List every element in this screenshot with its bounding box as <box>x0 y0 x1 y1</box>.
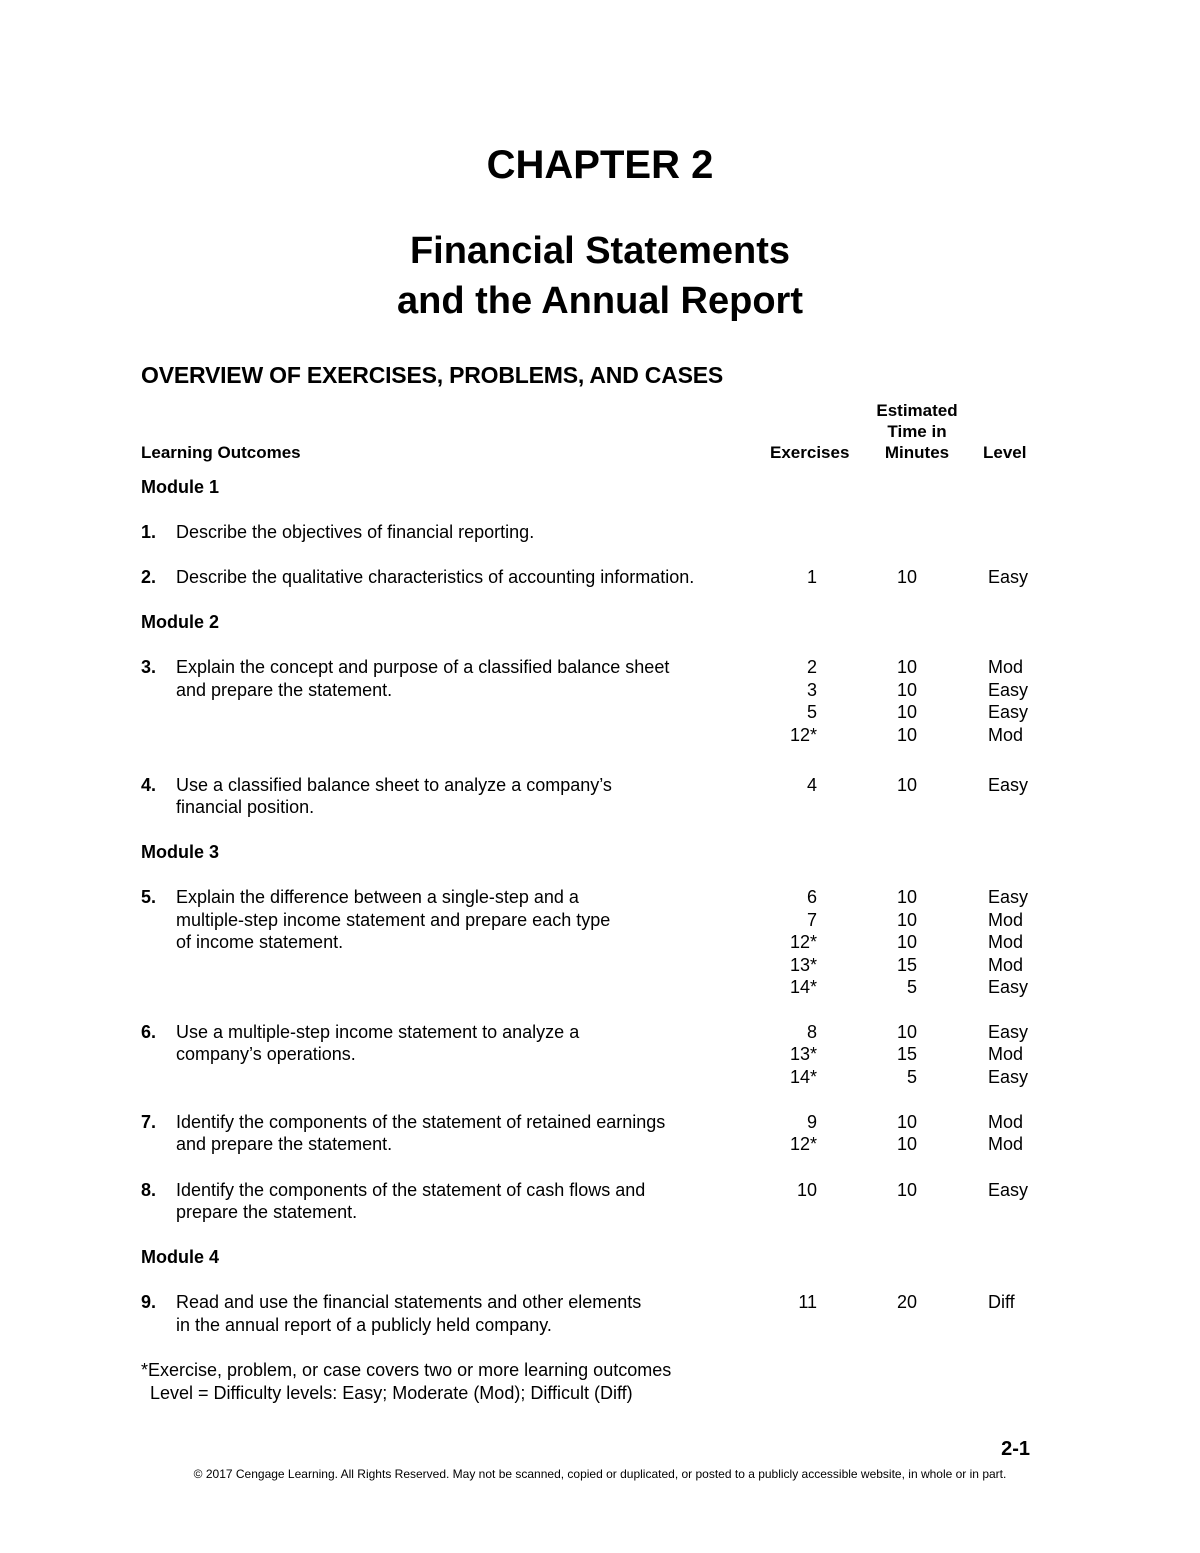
exercise-number: 5 <box>806 702 817 722</box>
time-minutes: 5 <box>906 1067 917 1087</box>
outcome-description: Read and use the financial statements and other elements <box>176 1292 642 1312</box>
outcome-description: company’s operations. <box>176 1044 356 1064</box>
module-heading: Module 4 <box>141 1247 220 1267</box>
outcome-number: 2. <box>141 567 157 587</box>
difficulty-level: Mod <box>988 932 1024 952</box>
time-minutes: 20 <box>896 1292 917 1312</box>
time-minutes: 15 <box>896 955 917 975</box>
outcome-description: Describe the objectives of financial reporting. <box>176 522 535 542</box>
difficulty-level: Easy <box>988 775 1029 795</box>
exercise-number: 13* <box>789 1044 817 1064</box>
difficulty-level: Mod <box>988 1044 1024 1064</box>
exercise-number: 3 <box>806 680 817 700</box>
difficulty-level: Mod <box>988 725 1024 745</box>
exercise-number: 8 <box>806 1022 817 1042</box>
exercise-number: 14* <box>789 1067 817 1087</box>
outcome-description: Identify the components of the statement of cash flows and <box>176 1180 646 1200</box>
outcome-description: and prepare the statement. <box>176 680 393 700</box>
header-time-in: Time in <box>887 422 947 441</box>
time-minutes: 10 <box>896 1180 917 1200</box>
time-minutes: 10 <box>896 1022 917 1042</box>
header-learning-outcomes: Learning Outcomes <box>141 443 301 462</box>
difficulty-level: Mod <box>988 955 1024 975</box>
chapter-title-line-1: Financial Statements <box>409 230 791 272</box>
time-minutes: 10 <box>896 680 917 700</box>
outcome-description: Explain the difference between a single-step and a <box>176 887 579 907</box>
exercise-number: 14* <box>789 977 817 997</box>
outcome-description: prepare the statement. <box>176 1202 358 1222</box>
exercise-number: 11 <box>798 1292 817 1312</box>
outcome-description: and prepare the statement. <box>176 1134 393 1154</box>
time-minutes: 10 <box>896 725 917 745</box>
time-minutes: 10 <box>896 1134 917 1154</box>
difficulty-level: Easy <box>988 1022 1029 1042</box>
header-estimated: Estimated <box>876 401 958 420</box>
exercise-number: 12* <box>789 725 817 745</box>
chapter-heading: CHAPTER 2 <box>486 143 714 187</box>
exercise-number: 2 <box>806 657 817 677</box>
overview-heading: OVERVIEW OF EXERCISES, PROBLEMS, AND CASES <box>141 362 724 388</box>
footnote-levels: Level = Difficulty levels: Easy; Moderate (Mod); Difficult (Diff) <box>150 1383 633 1403</box>
outcome-number: 1. <box>141 522 157 542</box>
outcome-description: multiple-step income statement and prepare each type <box>176 910 611 930</box>
outcome-description: Explain the concept and purpose of a classified balance sheet <box>176 657 670 677</box>
difficulty-level: Easy <box>988 567 1029 587</box>
time-minutes: 10 <box>896 1112 917 1132</box>
header-exercises: Exercises <box>770 443 850 462</box>
exercise-number: 7 <box>806 910 817 930</box>
outcome-description: of income statement. <box>176 932 344 952</box>
outcome-number: 7. <box>141 1112 157 1132</box>
exercise-number: 10 <box>796 1180 817 1200</box>
exercise-number: 12* <box>789 932 817 952</box>
copyright-notice: © 2017 Cengage Learning. All Rights Reserved. May not be scanned, copied or duplicated, or posted to a publicly accessible website, in whole or in part. <box>193 1467 1007 1481</box>
outcome-number: 9. <box>141 1292 157 1312</box>
footnote-asterisk: *Exercise, problem, or case covers two or more learning outcomes <box>141 1360 672 1380</box>
module-heading: Module 2 <box>141 612 220 632</box>
time-minutes: 5 <box>906 977 917 997</box>
chapter-title-line-2: and the Annual Report <box>396 280 804 322</box>
exercise-number: 4 <box>806 775 817 795</box>
difficulty-level: Diff <box>988 1292 1015 1312</box>
outcome-number: 6. <box>141 1022 157 1042</box>
header-level: Level <box>983 443 1027 462</box>
difficulty-level: Mod <box>988 1134 1024 1154</box>
outcome-description: financial position. <box>176 797 315 817</box>
difficulty-level: Easy <box>988 977 1029 997</box>
time-minutes: 10 <box>896 567 917 587</box>
difficulty-level: Easy <box>988 680 1029 700</box>
exercise-number: 1 <box>806 567 817 587</box>
outcome-number: 5. <box>141 887 157 907</box>
difficulty-level: Easy <box>988 887 1029 907</box>
outcome-number: 3. <box>141 657 157 677</box>
difficulty-level: Mod <box>988 910 1024 930</box>
outcome-number: 4. <box>141 775 157 795</box>
difficulty-level: Easy <box>988 702 1029 722</box>
outcome-description: in the annual report of a publicly held company. <box>176 1315 552 1335</box>
time-minutes: 10 <box>896 702 917 722</box>
time-minutes: 10 <box>896 887 917 907</box>
exercise-number: 13* <box>789 955 817 975</box>
outcome-number: 8. <box>141 1180 157 1200</box>
module-heading: Module 1 <box>141 477 220 497</box>
header-minutes: Minutes <box>884 443 950 462</box>
time-minutes: 10 <box>896 657 917 677</box>
difficulty-level: Mod <box>988 1112 1024 1132</box>
module-heading: Module 3 <box>141 842 220 862</box>
time-minutes: 10 <box>896 775 917 795</box>
exercise-number: 6 <box>806 887 817 907</box>
difficulty-level: Mod <box>988 657 1024 677</box>
difficulty-level: Easy <box>988 1180 1029 1200</box>
page-number: 2-1 <box>1001 1438 1030 1460</box>
outcome-description: Use a classified balance sheet to analyze a company’s <box>176 775 612 795</box>
outcome-description: Use a multiple-step income statement to analyze a <box>176 1022 580 1042</box>
exercise-number: 12* <box>789 1134 817 1154</box>
time-minutes: 10 <box>896 910 917 930</box>
difficulty-level: Easy <box>988 1067 1029 1087</box>
exercise-number: 9 <box>806 1112 817 1132</box>
time-minutes: 10 <box>896 932 917 952</box>
time-minutes: 15 <box>896 1044 917 1064</box>
outcome-description: Describe the qualitative characteristics of accounting information. <box>176 567 695 587</box>
outcome-description: Identify the components of the statement of retained earnings <box>176 1112 666 1132</box>
